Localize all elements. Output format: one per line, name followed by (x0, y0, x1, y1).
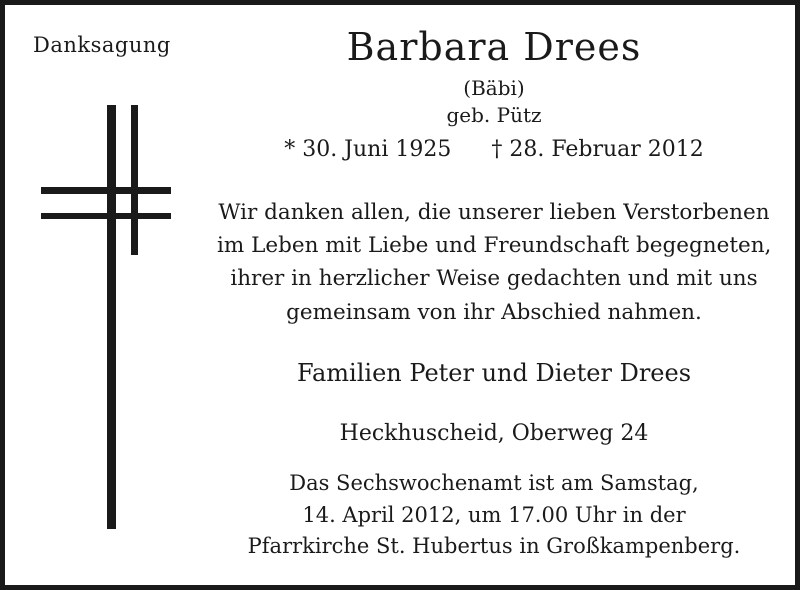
deceased-nickname: (Bäbi) (463, 75, 525, 100)
thanks-line: gemeinsam von ihr Abschied nahmen. (286, 299, 702, 325)
service-line: 14. April 2012, um 17.00 Uhr in der (302, 502, 686, 527)
death-date: † 28. Februar 2012 (491, 136, 704, 162)
card-content (217, 27, 771, 563)
life-dates (217, 137, 771, 162)
thanks-line: im Leben mit Liebe und Freundschaft begegneten, (217, 233, 772, 259)
danksagung-label: Danksagung (33, 33, 171, 57)
cross-vertical-secondary (131, 105, 138, 255)
cross-icon (35, 105, 205, 535)
service-line: Das Sechswochenamt ist am Samstag, (289, 471, 699, 496)
service-announcement (217, 468, 771, 563)
deceased-maiden-name: geb. Pütz (446, 102, 542, 127)
thanks-line: Wir danken allen, die unserer lieben Verstorbenen (218, 199, 770, 225)
cross-horizontal-upper (41, 187, 171, 194)
card-inner (5, 5, 795, 585)
thanks-line: ihrer in herzlicher Weise gedachten und mit uns (230, 266, 758, 292)
address-line: Heckhuscheid, Oberweg 24 (339, 421, 649, 447)
birth-date: * 30. Juni 1925 (284, 136, 452, 162)
service-line: Pfarrkirche St. Hubertus in Großkampenberg. (247, 534, 741, 559)
thanks-text (217, 196, 771, 329)
deceased-name: Barbara Drees (346, 25, 642, 69)
family-names: Familien Peter und Dieter Drees (296, 359, 692, 388)
cross-horizontal-lower (41, 213, 171, 219)
cross-vertical-main (107, 105, 116, 529)
